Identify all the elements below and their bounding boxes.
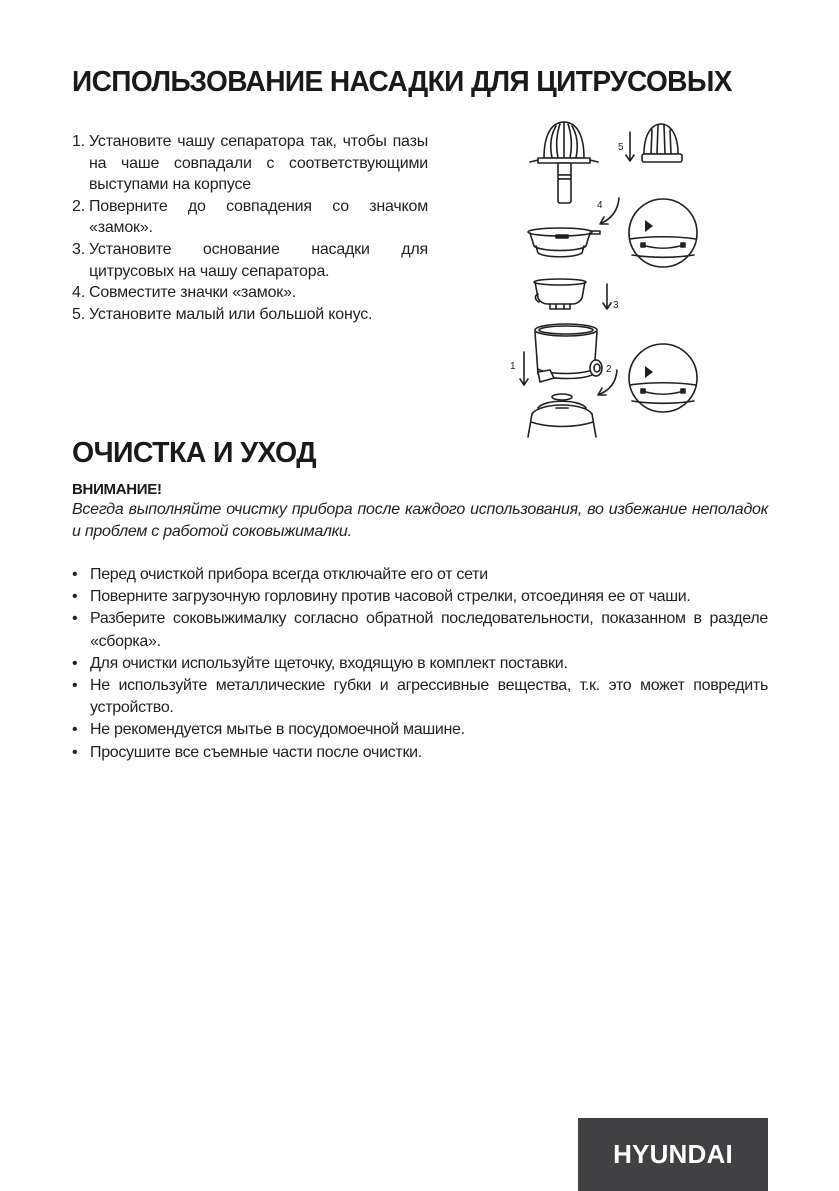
svg-text:3: 3 [613, 300, 619, 311]
arrow-down-icon [520, 352, 528, 385]
lock-indicator-icon [629, 344, 697, 412]
warning-title: ВНИМАНИЕ! [72, 481, 162, 498]
svg-text:5: 5 [618, 142, 624, 153]
svg-text:1: 1 [510, 361, 516, 372]
citrus-base-icon [528, 228, 600, 257]
separator-cup-icon [534, 279, 586, 309]
citrus-steps-list [72, 131, 428, 325]
step-item: 3. Установите основание насадки для цитрусовых на чашу сепаратора. [72, 240, 428, 280]
step-text: Установите малый или большой конус. [89, 305, 373, 323]
bullet-icon: • [72, 588, 78, 606]
step-item: 4. Совместите значки «замок». [72, 284, 297, 302]
cleaning-bullets-list [72, 564, 768, 764]
motor-base-icon [528, 394, 596, 437]
small-cone-icon [642, 124, 682, 162]
bullet-icon: • [72, 566, 78, 583]
juicer-bowl-icon [535, 324, 602, 382]
arrow-down-icon [626, 132, 634, 161]
step-item: 5. Установите малый или большой конус. [72, 305, 373, 323]
step-text: Поверните до совпадения со значком «замок». [89, 197, 428, 237]
step-item: 2. Поверните до совпадения со значком «замок». [72, 197, 428, 237]
list-item: • Поверните загрузочную горловину против часовой стрелки, отсоединяя ее от чаши. [72, 586, 768, 608]
list-item: • Разберите соковыжималку согласно обратной последовательности, показанном в разделе «сборка». [72, 610, 768, 650]
list-item: • Для очистки используйте щеточку, входящую в комплект поставки. [72, 653, 768, 675]
curved-arrow-icon [600, 198, 619, 224]
lock-indicator-icon [629, 199, 697, 267]
section-title-citrus: ИСПОЛЬЗОВАНИЕ НАСАДКИ ДЛЯ ЦИТРУСОВЫХ [72, 66, 732, 98]
bullet-icon: • [72, 721, 78, 739]
list-item: • Не рекомендуется мытье в посудомоечной машине. [72, 719, 768, 741]
section-title-cleaning: ОЧИСТКА И УХОД [72, 437, 316, 469]
step-text: Установите чашу сепаратора так, чтобы пазы на чаше совпадали с соответствующими выступами на корпусе [89, 133, 428, 194]
bullet-icon: • [72, 677, 78, 695]
list-item: • Не используйте металлические губки и агрессивные вещества, т.к. это может повредить устройство. [72, 677, 768, 717]
assembly-diagram [500, 112, 740, 442]
list-item: • Перед очисткой прибора всегда отключайте его от сети [72, 564, 768, 586]
brand-logo: HYUNDAI [578, 1118, 768, 1191]
svg-text:2: 2 [606, 364, 612, 375]
step-item: 1. Установите чашу сепаратора так, чтобы пазы на чаше совпадали с соответствующими выступами на корпусе [72, 133, 428, 194]
bullet-icon: • [72, 743, 78, 761]
bullet-icon: • [72, 610, 78, 628]
step-text: Установите основание насадки для цитрусовых на чашу сепаратора. [89, 240, 428, 280]
bullet-icon: • [72, 654, 78, 672]
svg-text:4: 4 [597, 200, 603, 211]
list-item: • Просушите все съемные части после очистки. [72, 742, 768, 764]
large-cone-icon [530, 122, 598, 203]
step-text: Совместите значки «замок». [89, 284, 297, 302]
warning-text: Всегда выполняйте очистку прибора после каждого использования, во избежание неполадок и проблем с работой соковыжималки. [72, 501, 768, 540]
arrow-down-icon [603, 284, 611, 309]
